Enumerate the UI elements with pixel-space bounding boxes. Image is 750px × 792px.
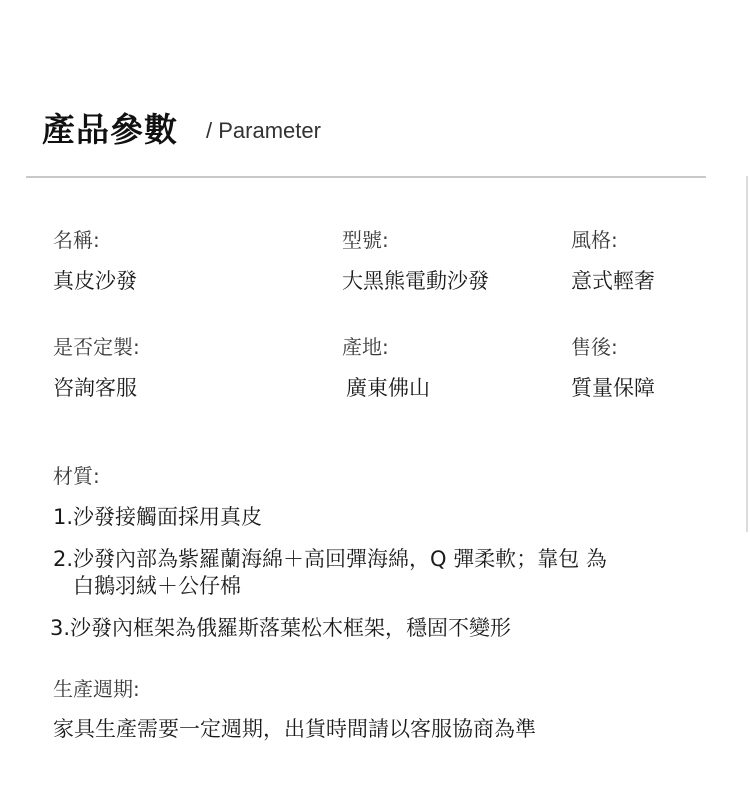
param-model-label: 型號: <box>342 228 389 252</box>
production-text: 家具生產需要一定週期，出貨時間請以客服協商為準 <box>53 717 536 741</box>
material-item-2: 2.沙發內部為紫羅蘭海綿＋高回彈海綿，Q 彈柔軟；靠包 為 <box>53 547 607 571</box>
param-custom-label: 是否定製: <box>53 335 140 359</box>
param-style-value: 意式輕奢 <box>571 269 655 293</box>
page-title: 產品參數 <box>42 110 178 149</box>
param-name-label: 名稱: <box>53 228 100 252</box>
param-origin-label: 產地: <box>342 335 389 359</box>
right-edge-divider <box>746 176 748 532</box>
material-item-1: 1.沙發接觸面採用真皮 <box>53 505 263 529</box>
divider <box>26 176 706 178</box>
param-name-value: 真皮沙發 <box>53 269 137 293</box>
material-label: 材質: <box>53 464 100 488</box>
param-model-value: 大黑熊電動沙發 <box>342 269 489 293</box>
param-style-label: 風格: <box>571 228 618 252</box>
page-subtitle: / Parameter <box>206 118 321 143</box>
production-label: 生產週期: <box>53 677 140 701</box>
param-custom-value: 咨詢客服 <box>53 376 137 400</box>
material-item-3: 3.沙發內框架為俄羅斯落葉松木框架，穩固不變形 <box>50 616 512 640</box>
material-item-2-continued: 白鵝羽絨＋公仔棉 <box>73 574 241 598</box>
param-aftersales-label: 售後: <box>571 335 618 359</box>
param-aftersales-value: 質量保障 <box>571 376 655 400</box>
param-origin-value: 廣東佛山 <box>346 376 430 400</box>
